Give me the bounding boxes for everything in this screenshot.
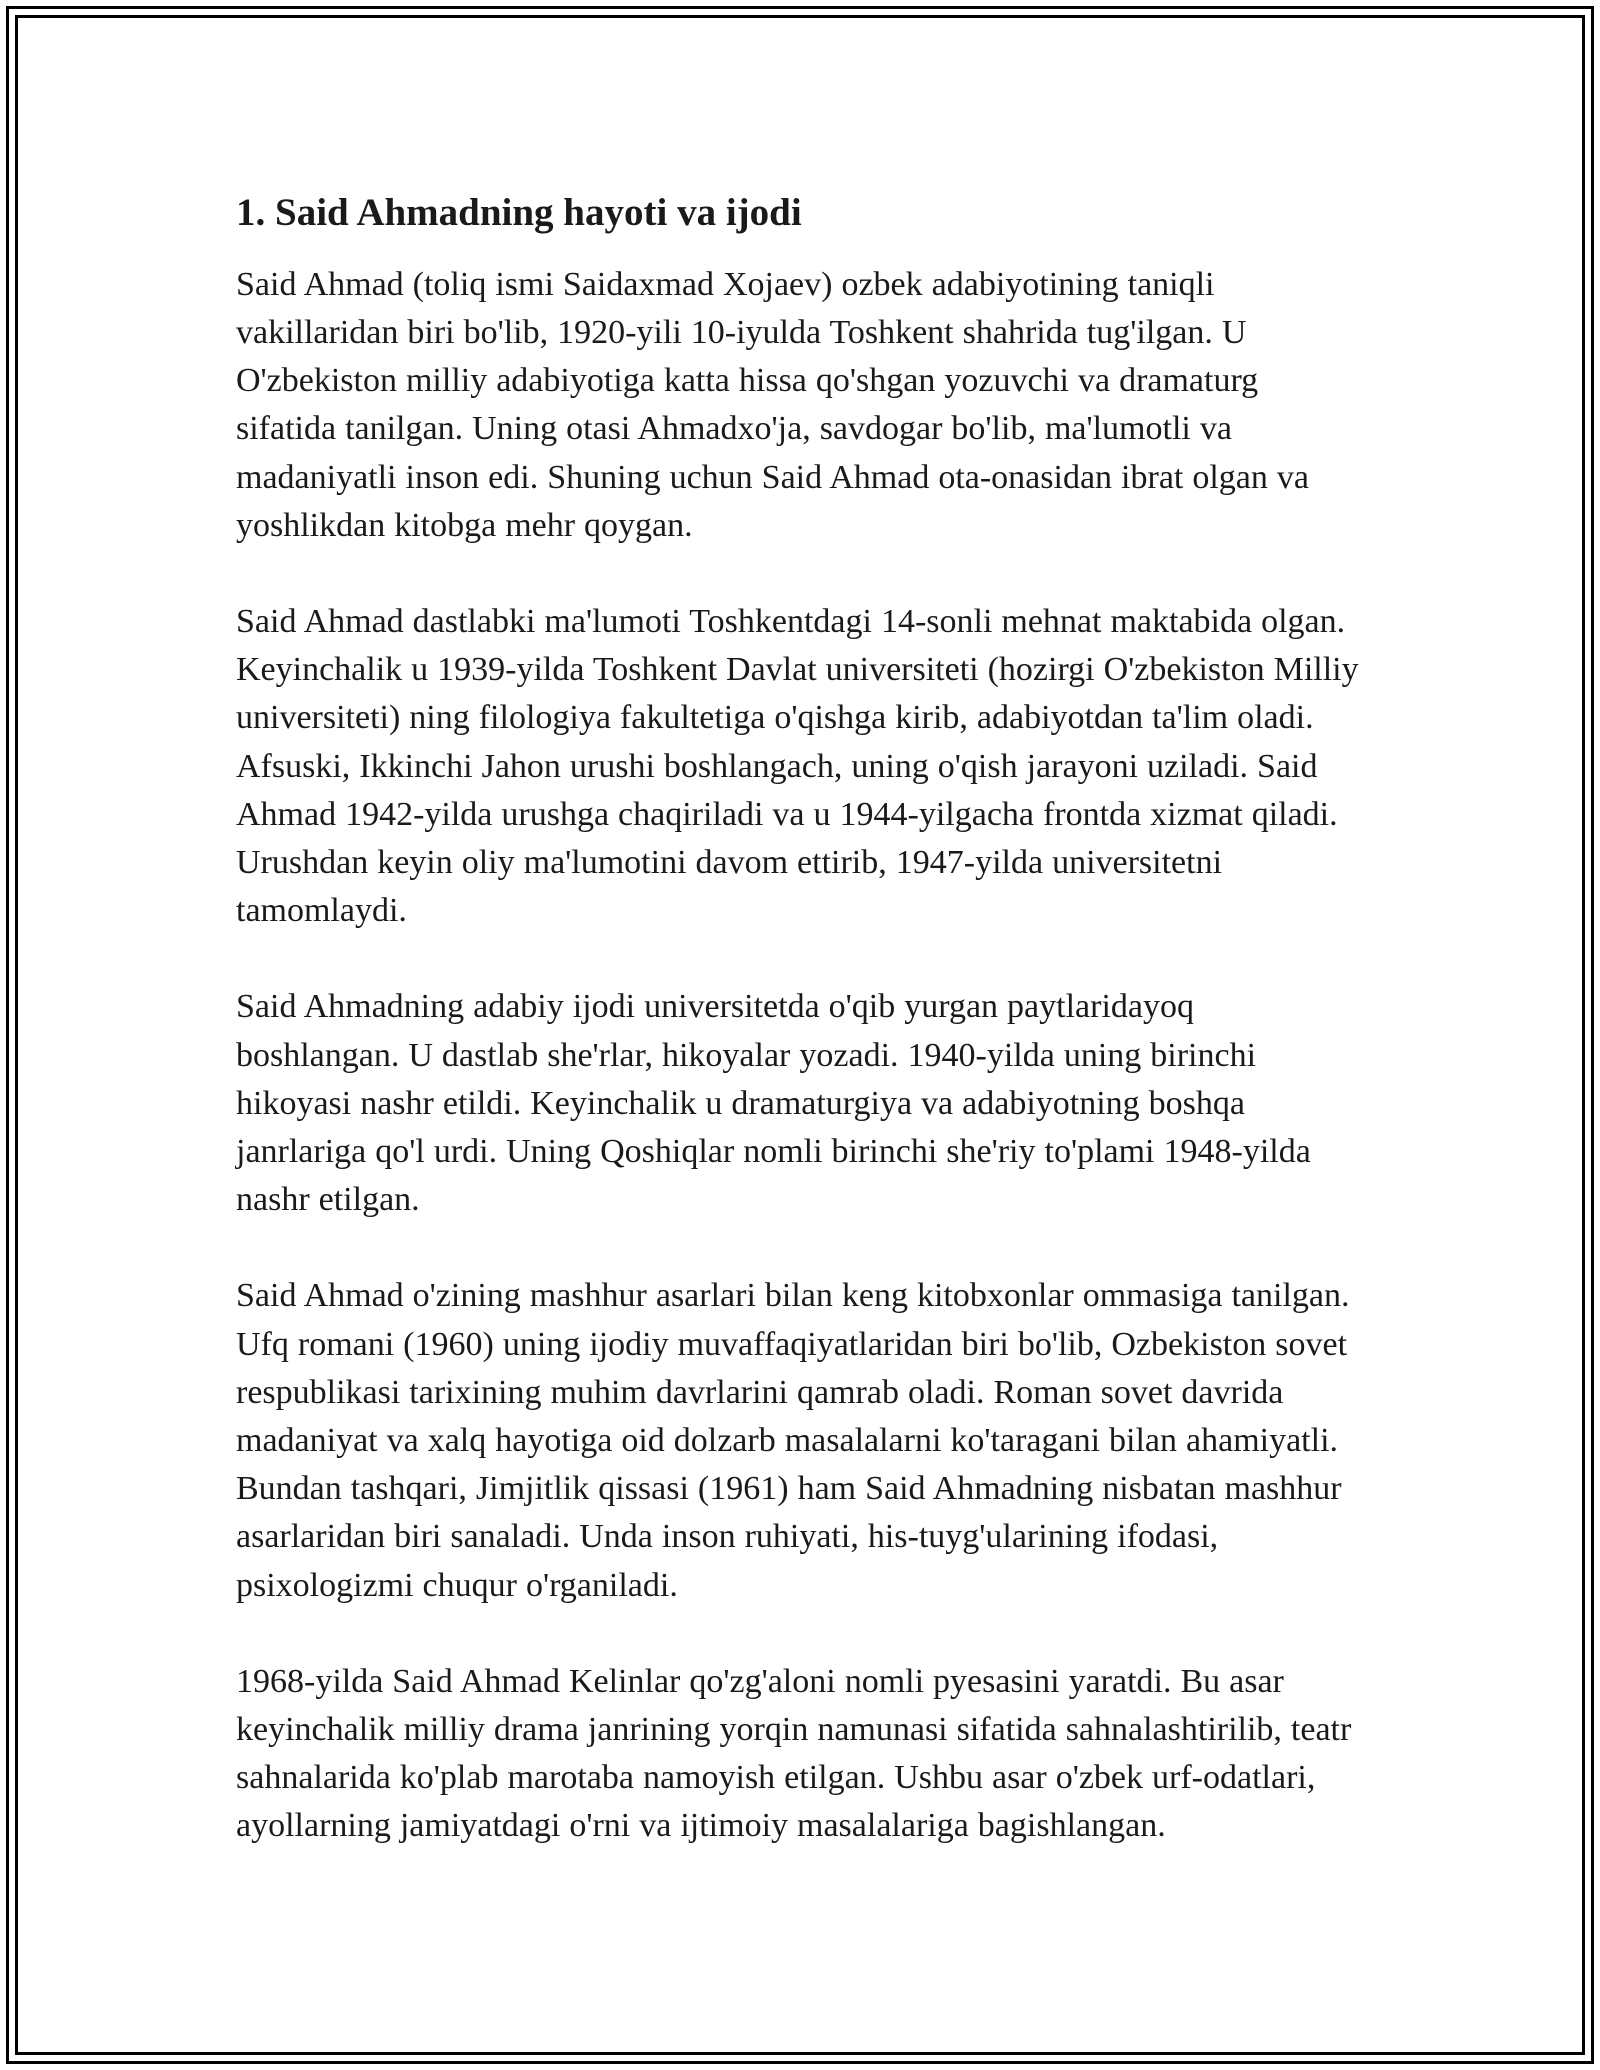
paragraph-play: 1968-yilda Said Ahmad Kelinlar qo'zg'aloni nomli pyesasini yaratdi. Bu asar keyinchalik milliy drama janrining yorqin namunasi sifatida sahnalashtirilib, teatr sahnalarida ko'plab marotaba namoyish etilgan. Ushbu asar o'zbek urf-odatlari, ayollarning jamiyatdagi o'rni va ijtimoiy masalalariga bagishlangan. [236,1662,1352,1845]
paragraph-famous-works: Said Ahmad o'zining mashhur asarlari bilan keng kitobxonlar ommasiga tanilgan. Ufq romani (1960) uning ijodiy muvaffaqiyatlaridan biri bo'lib, Ozbekiston sovet respublikasi tarixining muhim davrlarini qamrab oladi. Roman sovet davrida madaniyat va xalq hayotiga oid dolzarb masalalarni ko'taragani bilan ahamiyatli. Bundan tashqari, Jimjitlik qissasi (1961) ham Said Ahmadning nisbatan mashhur asarlaridan biri sanaladi. Unda inson ruhiyati, his-tuyg'ularining ifodasi, psixologizmi chuqur o'rganiladi. [236,1277,1350,1604]
paragraph-education: Said Ahmad dastlabki ma'lumoti Toshkentdagi 14-sonli mehnat maktabida olgan. Keyinchalik u 1939-yilda Toshkent Davlat universiteti (hozirgi O'zbekiston Milliy universiteti) ning filologiya fakultetiga o'qishga kirib, adabiyotdan ta'lim oladi. Afsuski, Ikkinchi Jahon urushi boshlangach, uning o'qish jarayoni uziladi. Said Ahmad 1942-yilda urushga chaqiriladi va u 1944-yilgacha frontda xizmat qiladi. Urushdan keyin oliy ma'lumotini davom ettirib, 1947-yilda universitetni tamomlaydi. [236,603,1359,930]
paragraph-biography: Said Ahmad (toliq ismi Saidaxmad Xojaev) ozbek adabiyotining taniqli vakillaridan biri bo'lib, 1920-yili 10-iyulda Toshkent shahrida tug'ilgan. U O'zbekiston milliy adabiyotiga katta hissa qo'shgan yozuvchi va dramaturg sifatida tanilgan. Uning otasi Ahmadxo'ja, savdogar bo'lib, ma'lumotli va madaniyatli inson edi. Shuning uchun Said Ahmad ota-onasidan ibrat olgan va yoshlikdan kitobga mehr qoygan. [236,265,1309,544]
section-title: 1. Said Ahmadning hayoti va ijodi [236,191,802,234]
paragraph-early-works: Said Ahmadning adabiy ijodi universitetda o'qib yurgan paytlaridayoq boshlangan. U dastlab she'rlar, hikoyalar yozadi. 1940-yilda uning birinchi hikoyasi nashr etildi. Keyinchalik u dramaturgiya va adabiyotning boshqa janrlariga qo'l urdi. Uning Qoshiqlar nomli birinchi she'riy to'plami 1948-yilda nashr etilgan. [236,988,1311,1219]
document-body [236,180,1366,1899]
